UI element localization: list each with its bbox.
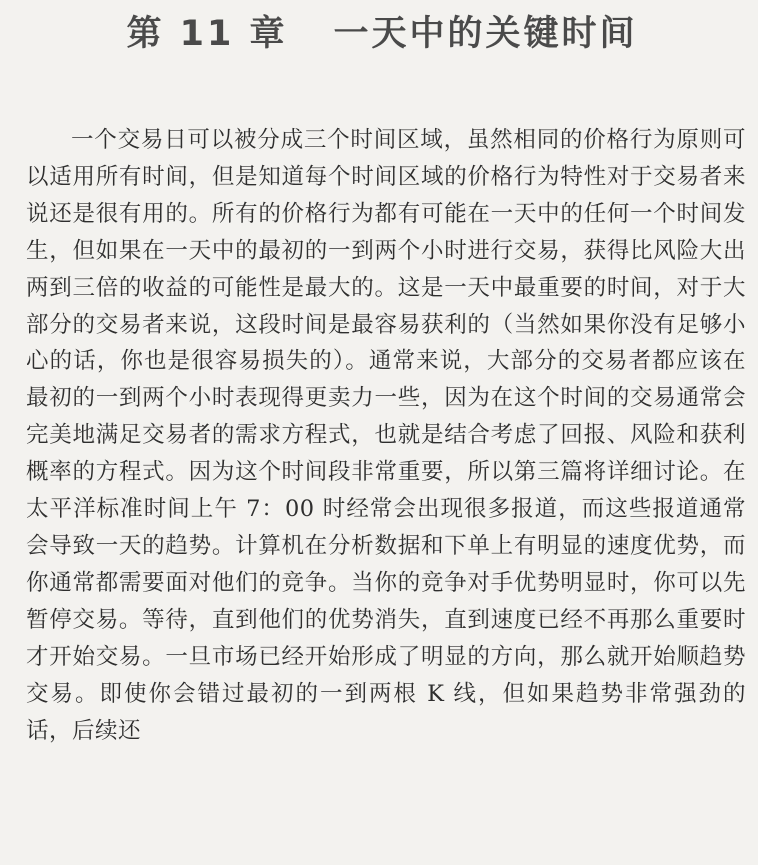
chapter-number: 第 11 章 [126,14,288,54]
body-paragraph: 一个交易日可以被分成三个时间区域，虽然相同的价格行为原则可以适用所有时间，但是知道每个时间区域的价格行为特性对于交易者来说还是很有用的。所有的价格行为都有可能在一天中的任何一个时间发生，但如果在一天中的最初的一到两个小时进行交易，获得比风险大出两到三倍的收益的可能性是最大的。这是一天中最重要的时间，对于大部分的交易者来说，这段时间是最容易获利的（当然如果你没有足够小心的话，你也是很容易损失的）。通常来说，大部分的交易者都应该在最初的一到两个小时表现得更卖力一些，因为在这个时间的交易通常会完美地满足交易者的需求方程式，也就是结合考虑了回报、风险和获利概率的方程式。因为这个时间段非常重要，所以第三篇将详细讨论。在太平洋标准时间上午 7：00 时经常会出现很多报道，而这些报道通常会导致一天的趋势。计算机在分析数据和下单上有明显的速度优势，而你通常都需要面对他们的竞争。当你的竞争对手优势明显时，你可以先暂停交易。等待，直到他们的优势消失，直到速度已经不再那么重要时才开始交易。一旦市场已经开始形成了明显的方向，那么就开始顺趋势交易。即使你会错过最初的一到两根 K 线，但如果趋势非常强劲的话，后续还 [26,127,746,744]
chapter-heading [26,0,738,58]
chapter-title-text: 一天中的关键时间 [333,14,638,54]
